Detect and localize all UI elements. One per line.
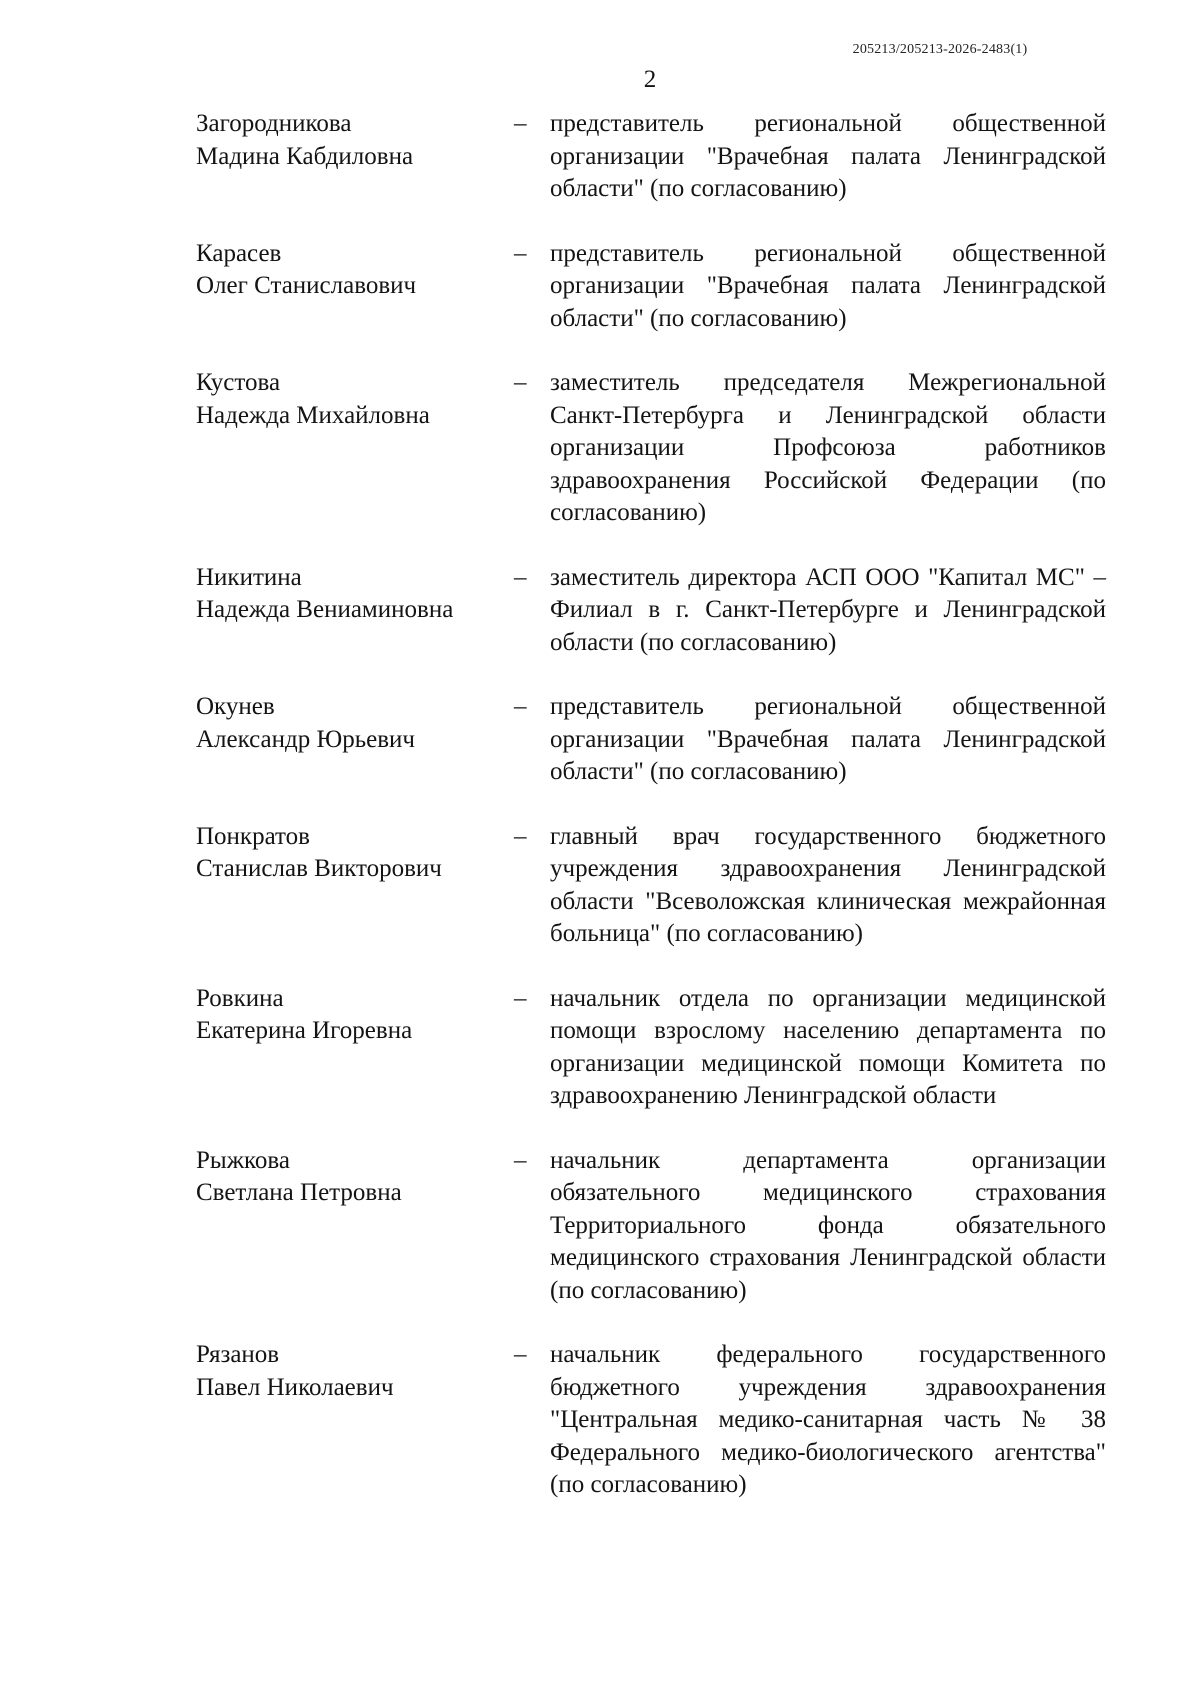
member-name (196, 367, 514, 432)
member-name (196, 821, 514, 886)
member-row (196, 367, 1106, 530)
separator-dash: – (514, 1146, 527, 1174)
member-surname: Загородникова (196, 110, 352, 137)
member-role: главный врач государственного бюджетного учреждения здравоохранения Ленинградской области "Всеволожская клиническая межрайонная больница" (по согласованию) (550, 822, 1106, 947)
separator-dash: – (514, 110, 527, 137)
member-name (196, 562, 514, 627)
member-role: представитель региональной общественной организации "Врачебная палата Ленинградской области" (по согласованию) (550, 110, 1106, 202)
member-role: начальник департамента организации обязательного медицинского страхования Территориального фонда обязательного медицинского страхования Ленинградской области (по согласованию) (550, 1146, 1106, 1304)
member-given-names: Надежда Михайловна (196, 401, 430, 429)
member-surname: Рязанов (196, 1341, 280, 1368)
member-row (196, 238, 1106, 336)
separator-dash: – (514, 239, 527, 267)
member-surname: Окунев (196, 693, 275, 720)
member-row (196, 691, 1106, 789)
member-surname: Понкратов (196, 822, 310, 850)
member-name (196, 1145, 514, 1210)
member-surname: Карасев (196, 239, 282, 267)
member-list (196, 108, 1106, 1534)
separator-dash: – (514, 369, 527, 396)
member-given-names: Надежда Вениаминовна (196, 596, 454, 623)
member-role: заместитель директора АСП ООО "Капитал МС" – Филиал в г. Санкт-Петербурге и Ленинградской области (по согласованию) (550, 563, 1106, 656)
member-row (196, 821, 1106, 951)
member-surname: Никитина (196, 563, 302, 591)
member-role: представитель региональной общественной организации "Врачебная палата Ленинградской области" (по согласованию) (550, 239, 1106, 332)
page-number: 2 (643, 66, 657, 93)
member-row (196, 562, 1106, 660)
member-row (196, 1339, 1106, 1502)
member-given-names: Станислав Викторович (196, 855, 442, 882)
member-role: начальник отдела по организации медицинской помощи взрослому населению департамента по организации медицинской помощи Комитета по здравоохранению Ленинградской области (550, 984, 1106, 1109)
member-name (196, 238, 514, 303)
document-id: 205213/205213-2026-2483(1) (852, 42, 1028, 57)
member-name (196, 691, 514, 756)
member-role: заместитель председателя Межрегиональной Санкт-Петербурга и Ленинградской области организации Профсоюза работников здравоохранения Российской Федерации (по согласованию) (550, 369, 1106, 526)
member-name (196, 108, 514, 173)
member-given-names: Мадина Кабдиловна (196, 142, 414, 170)
member-given-names: Александр Юрьевич (196, 725, 415, 753)
member-row (196, 983, 1106, 1113)
member-role: представитель региональной общественной организации "Врачебная палата Ленинградской области" (по согласованию) (550, 693, 1106, 785)
separator-dash: – (514, 563, 527, 591)
member-row (196, 1145, 1106, 1308)
member-role: начальник федерального государственного бюджетного учреждения здравоохранения "Центральная медико-санитарная часть № 38 Федерального медико-биологического агентства" (по согласованию) (550, 1341, 1106, 1498)
separator-dash: – (514, 1341, 527, 1368)
member-given-names: Светлана Петровна (196, 1179, 402, 1206)
member-surname: Кустова (196, 369, 281, 396)
member-given-names: Екатерина Игоревна (196, 1017, 413, 1044)
member-row (196, 108, 1106, 206)
member-given-names: Павел Николаевич (196, 1373, 394, 1401)
separator-dash: – (514, 693, 527, 720)
member-surname: Ровкина (196, 984, 284, 1012)
member-name (196, 1339, 514, 1404)
separator-dash: – (514, 822, 527, 850)
member-given-names: Олег Станиславович (196, 272, 417, 299)
separator-dash: – (514, 984, 527, 1012)
member-name (196, 983, 514, 1048)
member-surname: Рыжкова (196, 1146, 290, 1174)
